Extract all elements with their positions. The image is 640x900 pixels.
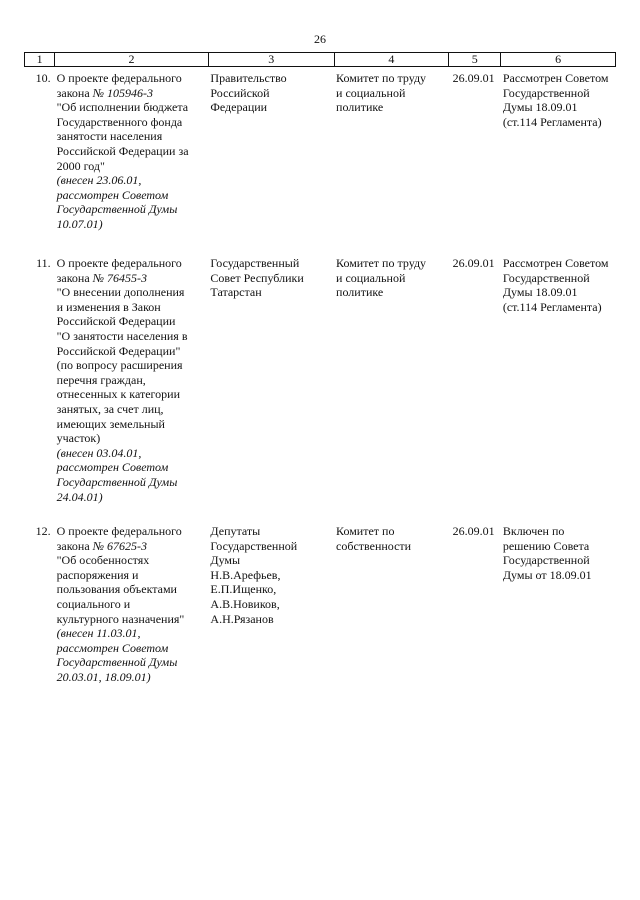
bill-note-line: (внесен 23.06.01, [56,173,142,188]
bill-title-line: участок) [56,431,101,446]
committee-line: и социальной [336,85,406,100]
bill-number: № 105946-3 [92,85,153,100]
submitter-cell [208,520,334,685]
bill-title-cell [55,252,209,520]
bill-number: № 76455-3 [92,270,147,285]
status-line: Включен по [502,524,565,538]
submitter-line: Думы [210,553,241,568]
status-line: Думы 18.09.01 [502,285,578,300]
bill-title-line: Российской Федерации [56,314,176,329]
status-line: Думы от 18.09.01 [502,567,592,582]
bill-title-line: социального и [56,596,131,611]
submitter-line: Правительство [210,71,287,85]
date-cell [449,252,501,520]
header-col-6: 6 [501,53,616,67]
bill-note-line: Государственной Думы [56,202,178,217]
bill-note-line: Государственной Думы [56,655,178,670]
submitter-line: Татарстан [210,285,262,300]
submitter-cell [208,252,334,520]
status-cell [501,520,616,685]
bill-title-line: "О внесении дополнения [56,285,185,300]
status-line: Государственной [502,85,590,100]
submitter-line: Государственной [210,538,298,553]
bill-note-line: (внесен 11.03.01, [56,626,141,641]
table-row [25,252,616,520]
bill-title-line: "Об особенностях [56,553,150,568]
review-date: 26.09.01 [452,524,495,538]
bill-title-cell [55,520,209,685]
bill-title-line: культурного назначения" [56,611,185,626]
bill-note-line: рассмотрен Советом [56,640,169,655]
bill-title-line: занятости населения [56,129,163,144]
bill-title-line: О проекте федерального [56,71,182,85]
submitter-line: Е.П.Ищенко, [210,582,277,597]
date-cell [449,67,501,253]
row-number: 11. [36,256,51,270]
row-number: 10. [35,71,51,85]
bill-title-line: занятых, за счет лиц, [56,401,164,416]
committee-line: Комитет по труду [336,71,427,85]
bill-title-line: пользования объектами [56,582,177,597]
committee-line: политике [336,100,384,115]
bill-number-line [57,86,207,101]
status-line: Государственной [502,553,590,568]
bill-title-line: (по вопросу расширения [56,358,183,373]
header-col-4: 4 [334,53,449,67]
header-col-1: 1 [25,53,55,67]
bill-number-line [57,539,207,554]
bill-note-line: 20.03.01, 18.09.01) [56,669,151,684]
page-number: 26 [314,32,326,46]
bills-table [24,52,616,685]
submitter-line: Депутаты [210,524,261,538]
bill-note-line: 10.07.01) [56,216,103,231]
submitter-line: Совет Республики [210,270,304,285]
submitter-line: Государственный [210,256,300,270]
committee-line: политике [336,285,384,300]
submitter-line: Н.В.Арефьев, [210,567,281,582]
bill-note-line: рассмотрен Советом [56,187,169,202]
row-number-cell [25,520,55,685]
bill-title-line: перечня граждан, [56,372,146,387]
bill-note-line: рассмотрен Советом [56,460,169,475]
bill-title-line: закона [56,538,93,553]
bill-title-line: Российской Федерации за [56,143,189,158]
bill-title-cell [55,67,209,253]
bill-note-line: 24.04.01) [56,489,103,504]
committee-line: Комитет по труду [336,256,427,270]
submitter-line: Российской [210,85,270,100]
header-col-3: 3 [208,53,334,67]
submitter-line: А.В.Новиков, [210,596,280,611]
bill-title-line: закона [56,270,93,285]
row-number-cell [25,67,55,253]
committee-cell [334,67,449,253]
status-line: (ст.114 Регламента) [502,299,602,314]
bill-title-line: Российской Федерации" [56,343,181,358]
status-line: Думы 18.09.01 [502,100,578,115]
bill-title-line: "О занятости населения в [56,328,188,343]
committee-cell [334,252,449,520]
header-col-2: 2 [55,53,209,67]
review-date: 26.09.01 [452,71,495,85]
bill-title-line: отнесенных к категории [56,387,181,402]
bill-title-line: закона [56,85,93,100]
header-col-5: 5 [449,53,501,67]
row-number: 12. [35,524,51,538]
bill-title-line: О проекте федерального [56,524,182,538]
bill-title-line: распоряжения и [56,567,139,582]
bill-note-line: Государственной Думы [56,474,178,489]
table-row [25,520,616,685]
status-line: Рассмотрен Советом [502,256,609,270]
committee-line: Комитет по [336,524,395,538]
status-line: решению Совета [502,538,590,553]
bill-note-line: (внесен 03.04.01, [56,445,142,460]
status-cell [501,67,616,253]
bill-number-line [57,271,207,286]
committee-line: и социальной [336,270,406,285]
bill-title-line: и изменения в Закон [56,299,161,314]
status-line: Рассмотрен Советом [502,71,609,85]
committee-line: собственности [336,538,412,553]
table-header-row [25,53,616,67]
status-line: (ст.114 Регламента) [502,114,602,129]
bill-title-line: О проекте федерального [56,256,182,270]
status-cell [501,252,616,520]
bill-title-line: имеющих земельный [56,416,165,431]
row-number-cell [25,252,55,520]
table-row [25,67,616,253]
review-date: 26.09.01 [452,256,495,270]
bill-number: № 67625-3 [92,538,147,553]
bill-title-line: "Об исполнении бюджета [56,100,189,115]
committee-cell [334,520,449,685]
submitter-cell [208,67,334,253]
status-line: Государственной [502,270,590,285]
date-cell [449,520,501,685]
submitter-line: А.Н.Рязанов [210,611,274,626]
bill-title-line: Государственного фонда [56,114,183,129]
bill-title-line: 2000 год" [56,158,105,173]
submitter-line: Федерации [210,100,268,115]
